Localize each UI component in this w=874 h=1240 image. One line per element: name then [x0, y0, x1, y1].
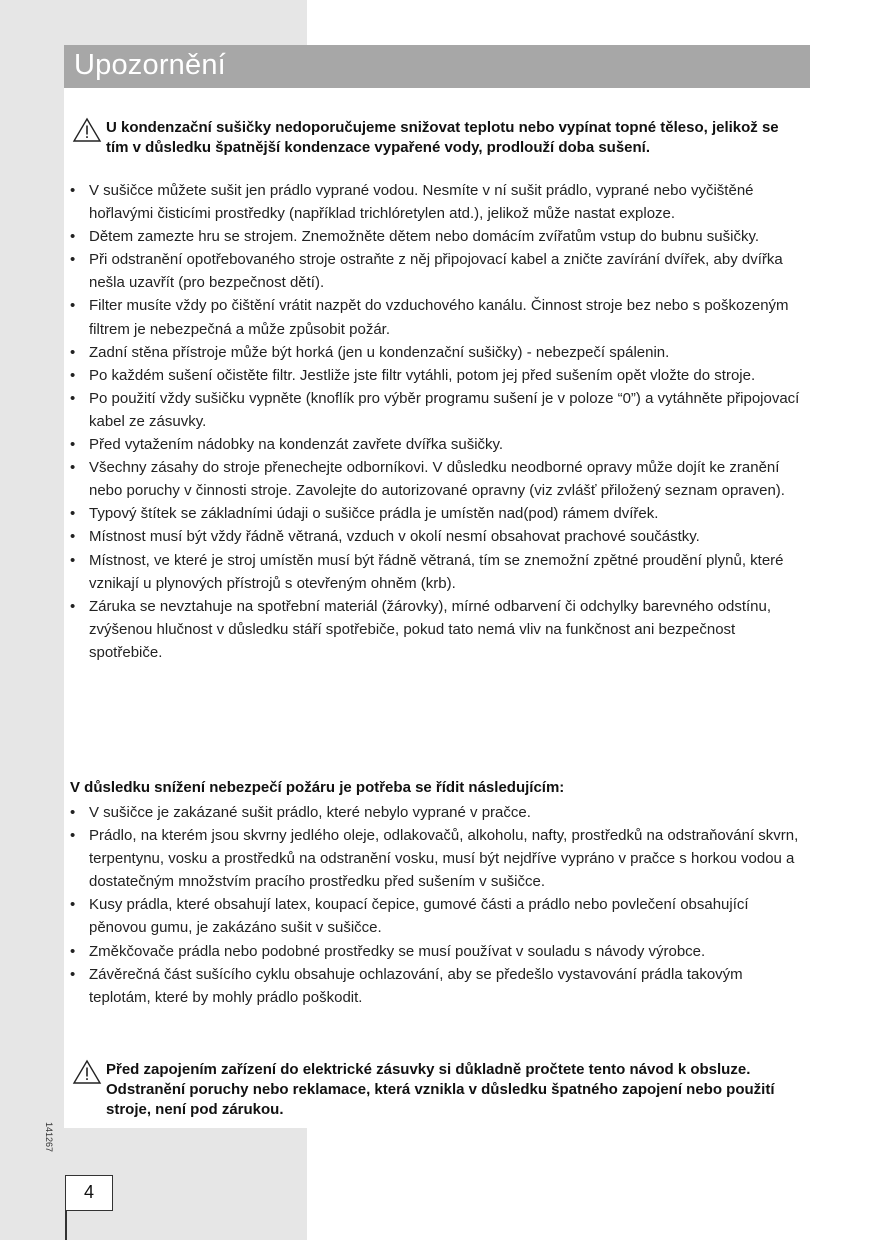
bullet: • — [70, 182, 76, 199]
bullet: • — [70, 942, 76, 960]
page-title: Upozornění — [74, 49, 226, 81]
list-item-text: Všechny zásahy do stroje přenechejte odborníkovi. V důsledku neodborné opravy může dojít ke zranění nebo poruchy v činnosti stroje. Zavolejte do autorizované opravny (viz zvlášť přiložený seznam opraven). — [89, 459, 785, 500]
list-item — [70, 225, 805, 248]
title-bar — [64, 45, 810, 88]
margin-rule — [65, 1210, 67, 1240]
list-item — [70, 456, 805, 502]
list-item-text: Před vytažením nádobky na kondenzát zavřete dvířka sušičky. — [89, 436, 504, 454]
list-item-text: Filter musíte vždy po čištění vrátit nazpět do vzduchového kanálu. Činnost stroje bez nebo s poškozeným filtrem je nebezpečná a může způsobit požár. — [89, 297, 789, 338]
warning-top-text: U kondenzační sušičky nedoporučujeme snižovat teplotu nebo vypínat topné těleso, jelikož se tím v důsledku špatnější kondenzace vypařené vody, prodlouží doba sušení. — [106, 119, 779, 156]
list-item-text: Změkčovače prádla nebo podobné prostředky se musí používat v souladu s návody výrobce. — [89, 942, 706, 960]
bullet: • — [70, 528, 76, 546]
bullet: • — [70, 965, 76, 983]
list-item-text: Zadní stěna přístroje může být horká (jen u kondenzační sušičky) - nebezpečí spálenin. — [89, 343, 670, 361]
list-item — [70, 963, 805, 1009]
bullet: • — [70, 896, 76, 914]
page-number-box — [65, 1175, 113, 1211]
list-item-text: Po použití vždy sušičku vypněte (knoflík pro výběr programu sušení je v poloze “0”) a vytáhněte připojovací kabel ze zásuvky. — [89, 389, 800, 430]
list-item — [70, 294, 805, 340]
list-item-text: Místnost musí být vždy řádně větraná, vzduch v okolí nesmí obsahovat prachové součástky. — [89, 528, 700, 546]
list-item — [70, 549, 805, 595]
list-item — [70, 433, 805, 456]
bullet: • — [70, 228, 76, 246]
warning-triangle-icon — [72, 117, 102, 143]
document-code — [41, 1120, 57, 1156]
bullet: • — [70, 297, 76, 315]
bullet: • — [70, 366, 76, 384]
list-item-text: Prádlo, na kterém jsou skvrny jedlého oleje, odlakovačů, alkoholu, nafty, prostředků na odstraňování skvrn, terpentynu, vosku a prostředků na odstranění vosku, musí být nejdříve vypráno v pračce s horkou vodou a dostatečným množstvím pracího prostředku před sušením v sušičce. — [89, 827, 799, 891]
warning-bottom — [72, 1060, 802, 1120]
warning-bottom-text: Před zapojením zařízení do elektrické zásuvky si důkladně pročtete tento návod k obsluze. Odstranění poruchy nebo reklamace, která vznikla v důsledku špatného zapojení nebo použití stroje, není pod zárukou. — [106, 1061, 775, 1118]
list-item-text: Typový štítek se základními údaji o sušičce prádla je umístěn nad(pod) rámem dvířek. — [89, 505, 659, 523]
bullet: • — [70, 343, 76, 361]
list-item — [70, 248, 805, 294]
bullet: • — [70, 804, 76, 821]
list-item — [70, 824, 805, 893]
warning-top — [72, 118, 802, 158]
fire-safety-list — [70, 801, 805, 1009]
list-item-text: V sušičce je zakázané sušit prádlo, které nebylo vyprané v pračce. — [89, 804, 531, 821]
list-item — [70, 595, 805, 664]
list-item — [70, 179, 805, 225]
list-item-text: Po každém sušení očistěte filtr. Jestliže jste filtr vytáhli, potom jej před sušením opět vložte do stroje. — [89, 366, 756, 384]
list-item-text: Kusy prádla, které obsahují latex, koupací čepice, gumové části a prádlo nebo povlečení obsahující pěnovou gumu, je zakázáno sušit v sušičce. — [89, 896, 749, 937]
list-item — [70, 387, 805, 433]
list-item — [70, 525, 805, 548]
list-item — [70, 502, 805, 525]
list-item-text: Závěrečná část sušícího cyklu obsahuje ochlazování, aby se předešlo vystavování prádla takovým teplotám, které by mohly prádlo poškodit. — [89, 965, 743, 1006]
list-item — [70, 940, 805, 963]
list-item-text: Záruka se nevztahuje na spotřební materiál (žárovky), mírné odbarvení či odchylky barevného odstínu, zvýšenou hlučnost v důsledku stáří spotřebiče, pokud tato nemá vliv na funkčnost ani bezpečnost spotřebiče. — [89, 597, 772, 661]
bullet: • — [70, 551, 76, 569]
bullet: • — [70, 459, 76, 477]
safety-list — [70, 179, 805, 664]
page-number: 4 — [83, 1182, 94, 1202]
bullet: • — [70, 827, 76, 845]
bullet: • — [70, 251, 76, 269]
warning-triangle-icon — [72, 1059, 102, 1085]
bullet: • — [70, 436, 76, 454]
fire-safety-heading: V důsledku snížení nebezpečí požáru je potřeba se řídit následujícím: — [70, 779, 565, 796]
list-item-text: Dětem zamezte hru se strojem. Znemožněte dětem nebo domácím zvířatům vstup do bubnu sušičky. — [89, 228, 760, 246]
list-item-text: Při odstranění opotřebovaného stroje ostraňte z něj připojovací kabel a zničte zavírání dvířek, aby dvířka nešla uzavřít (pro bezpečnost dětí). — [89, 251, 783, 292]
list-item-text: Místnost, ve které je stroj umístěn musí být řádně větraná, tím se znemožní zpětné proudění plynů, které vznikají u plynových přístrojů s otevřeným ohněm (krb). — [89, 551, 784, 592]
list-item — [70, 801, 805, 824]
list-item — [70, 341, 805, 364]
bullet: • — [70, 597, 76, 615]
list-item — [70, 364, 805, 387]
list-item-text: V sušičce můžete sušit jen prádlo vyprané vodou. Nesmíte v ní sušit prádlo, vyprané nebo vyčištěné hořlavými čisticími prostředky (například trichlóretylen atd.), jelikož může nastat exploze. — [89, 182, 754, 223]
list-item — [70, 893, 805, 939]
bullet: • — [70, 505, 76, 523]
document-code-text: 141267 — [44, 1121, 54, 1153]
bullet: • — [70, 389, 76, 407]
